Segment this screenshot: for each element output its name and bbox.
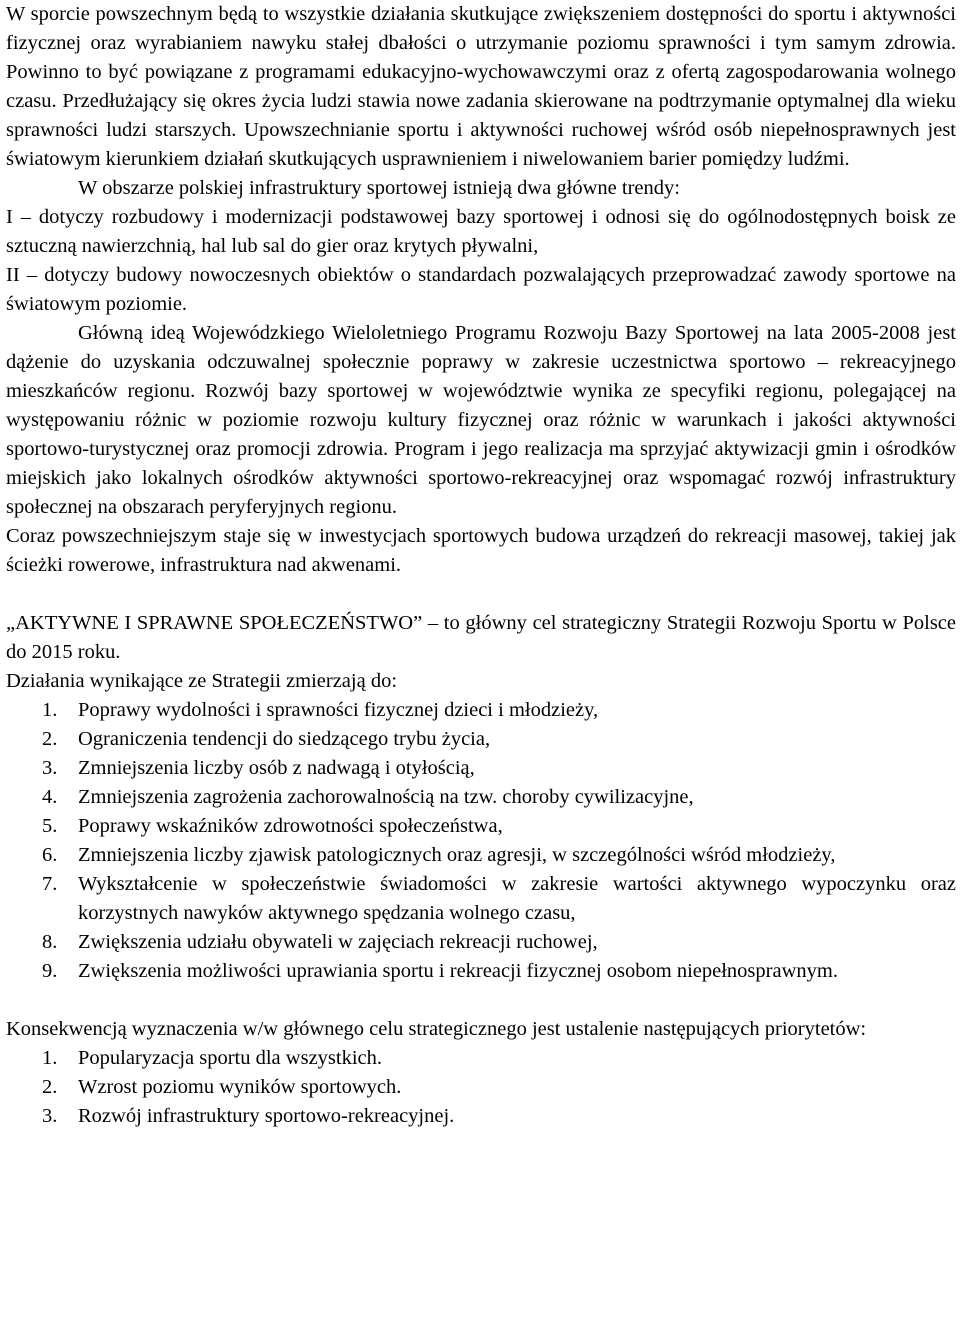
document-page bbox=[6, 0, 956, 1131]
blank-line bbox=[6, 580, 956, 609]
strategy-goals-list bbox=[6, 696, 956, 986]
list-number: 3. bbox=[42, 1105, 58, 1127]
list-number: 7. bbox=[42, 873, 58, 895]
list-item bbox=[6, 1073, 956, 1102]
list-text: Wzrost poziomu wyników sportowych. bbox=[78, 1076, 402, 1098]
list-text: Rozwój infrastruktury sportowo-rekreacyjnej. bbox=[78, 1105, 455, 1127]
paragraph-strategic-goal: „AKTYWNE I SPRAWNE SPOŁECZEŃSTWO” – to główny cel strategiczny Strategii Rozwoju Sportu w Polsce do 2015 roku. bbox=[6, 612, 956, 663]
paragraph-mass-recreation: Coraz powszechniejszym staje się w inwestycjach sportowych budowa urządzeń do rekreacji masowej, takiej jak ścieżki rowerowe, infrastruktura nad akwenami. bbox=[6, 525, 956, 576]
list-number: 1. bbox=[42, 1047, 58, 1069]
list-item bbox=[6, 812, 956, 841]
list-number: 2. bbox=[42, 728, 58, 750]
list-item bbox=[6, 1102, 956, 1131]
list-text: Zwiększenia udziału obywateli w zajęciach rekreacji ruchowej, bbox=[78, 931, 598, 953]
list-text: Ograniczenia tendencji do siedzącego trybu życia, bbox=[78, 728, 491, 750]
list-item bbox=[6, 754, 956, 783]
list-number: 1. bbox=[42, 699, 58, 721]
list-item bbox=[6, 841, 956, 870]
list-text: Wykształcenie w społeczeństwie świadomości w zakresie wartości aktywnego wypoczynku oraz korzystnych nawyków aktywnego spędzania wolnego czasu, bbox=[78, 873, 956, 924]
list-item bbox=[6, 870, 956, 928]
paragraph-trend-two: II – dotyczy budowy nowoczesnych obiektów o standardach pozwalających przeprowadzać zawody sportowe na światowym poziomie. bbox=[6, 264, 956, 315]
list-text: Poprawy wskaźników zdrowotności społeczeństwa, bbox=[78, 815, 503, 837]
list-item bbox=[6, 783, 956, 812]
list-number: 9. bbox=[42, 960, 58, 982]
paragraph-program-idea: Główną ideą Wojewódzkiego Wieloletniego Programu Rozwoju Bazy Sportowej na lata 2005-2008 jest dążenie do uzyskania odczuwalnej społecznie poprawy w zakresie uczestnictwa sportowo – rekreacyjnego mieszkańców regionu. Rozwój bazy sportowej w województwie wynika ze specyfiki regionu, polegającej na występowaniu różnic w poziomie rozwoju kultury fizycznej oraz różnic w warunkach i jakości aktywności sportowo-turystycznej oraz promocji zdrowia. Program i jego realizacja ma sprzyjać aktywizacji gmin i ośrodków miejskich jako lokalnych ośrodków aktywności sportowo-rekreacyjnej oraz wspomagać rozwój infrastruktury społecznej na obszarach peryferyjnych regionu. bbox=[6, 322, 956, 518]
paragraph-sport-universal: W sporcie powszechnym będą to wszystkie działania skutkujące zwiększeniem dostępności do sportu i aktywności fizycznej oraz wyrabianiem nawyku stałej dbałości o utrzymanie poziomu sprawności i tym samym zdrowia. Powinno to być powiązane z programami edukacyjno-wychowawczymi oraz z ofertą zagospodarowania wolnego czasu. Przedłużający się okres życia ludzi stawia nowe zadania skierowane na podtrzymanie optymalnej dla wieku sprawności ludzi starszych. Upowszechnianie sportu i aktywności ruchowej wśród osób niepełnosprawnych jest światowym kierunkiem działań skutkujących usprawnieniem i niwelowaniem barier pomiędzy ludźmi. bbox=[6, 3, 956, 170]
list-text: Zmniejszenia liczby zjawisk patologicznych oraz agresji, w szczególności wśród młodzieży, bbox=[78, 844, 836, 866]
list-text: Popularyzacja sportu dla wszystkich. bbox=[78, 1047, 383, 1069]
blank-line bbox=[6, 986, 956, 1015]
paragraph-infrastructure-trends: W obszarze polskiej infrastruktury sportowej istnieją dwa główne trendy: bbox=[78, 177, 680, 199]
list-number: 2. bbox=[42, 1076, 58, 1098]
list-item bbox=[6, 696, 956, 725]
paragraph-actions-intro: Działania wynikające ze Strategii zmierzają do: bbox=[6, 670, 398, 692]
list-number: 6. bbox=[42, 844, 58, 866]
list-text: Poprawy wydolności i sprawności fizycznej dzieci i młodzieży, bbox=[78, 699, 599, 721]
list-number: 4. bbox=[42, 786, 58, 808]
priorities-list bbox=[6, 1044, 956, 1131]
list-item bbox=[6, 928, 956, 957]
list-text: Zmniejszenia liczby osób z nadwagą i otyłością, bbox=[78, 757, 475, 779]
list-item bbox=[6, 1044, 956, 1073]
list-item bbox=[6, 957, 956, 986]
list-number: 8. bbox=[42, 931, 58, 953]
paragraph-priorities-intro: Konsekwencją wyznaczenia w/w głównego celu strategicznego jest ustalenie następujących priorytetów: bbox=[6, 1018, 867, 1040]
list-number: 3. bbox=[42, 757, 58, 779]
list-text: Zmniejszenia zagrożenia zachorowalnością na tzw. choroby cywilizacyjne, bbox=[78, 786, 694, 808]
list-text: Zwiększenia możliwości uprawiania sportu i rekreacji fizycznej osobom niepełnosprawnym. bbox=[78, 960, 838, 982]
list-number: 5. bbox=[42, 815, 58, 837]
list-item bbox=[6, 725, 956, 754]
paragraph-trend-one: I – dotyczy rozbudowy i modernizacji podstawowej bazy sportowej i odnosi się do ogólnodostępnych boisk ze sztuczną nawierzchnią, hal lub sal do gier oraz krytych pływalni, bbox=[6, 206, 956, 257]
